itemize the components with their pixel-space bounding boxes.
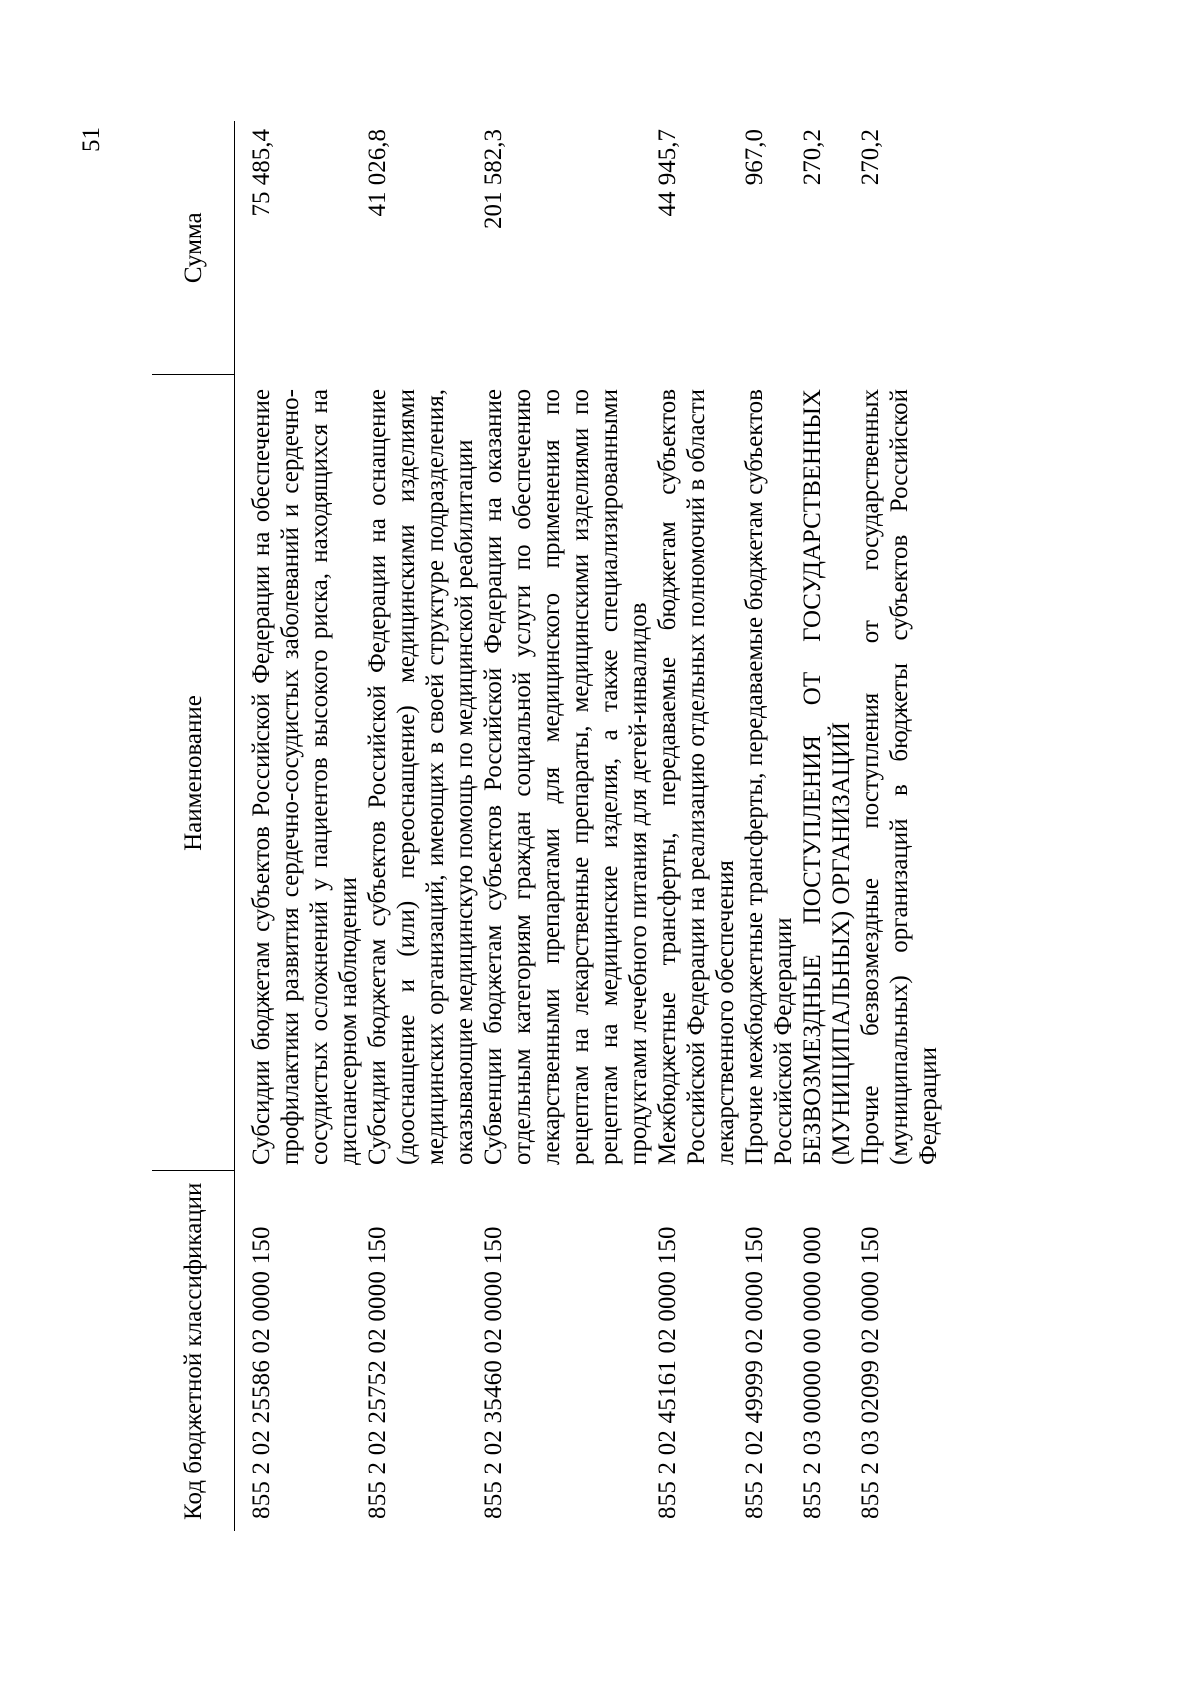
row-sum: 270,2 [799, 129, 826, 186]
row-sum: 44 945,7 [654, 129, 681, 217]
row-sum: 270,2 [857, 129, 884, 186]
row-name: Субсидии бюджетам субъектов Российской Федерации на оснащение (дооснащение и (или) переоснащение) медицинскими изделиями медицинских организаций, имеющих в своей структуре подразделения, оказывающие медицинскую помощь по медицинской реабилитации [364, 389, 478, 1165]
row-code: 855 2 02 25586 02 0000 150 [248, 1226, 275, 1519]
header-sum: Сумма [152, 121, 235, 375]
row-code: 855 2 02 35460 02 0000 150 [480, 1226, 507, 1519]
row-sum: 75 485,4 [248, 129, 275, 217]
table-header-row [152, 121, 235, 1531]
table-row [856, 121, 943, 1531]
page-number: 51 [78, 127, 105, 152]
table-row [740, 121, 798, 1531]
row-name: Субвенции бюджетам субъектов Российской Федерации на оказание отдельным категориям граждан социальной услуги по обеспечению лекарственными препаратами для медицинского применения по рецептам на лекарственные препараты, медицинскими изделиями по рецептам на медицинские изделия, а также специализированными продуктами лечебного питания для детей-инвалидов [480, 389, 652, 1165]
row-sum: 967,0 [741, 129, 768, 186]
row-sum: 201 582,3 [480, 129, 507, 229]
row-name: Прочие межбюджетные трансферты, передаваемые бюджетам субъектов Российской Федерации [741, 389, 797, 1165]
header-name: Наименование [152, 375, 235, 1171]
header-code: Код бюджетной классификации [152, 1171, 235, 1531]
row-name: Прочие безвозмездные поступления от государственных (муниципальных) организаций в бюджеты субъектов Российской Федерации [857, 389, 942, 1165]
row-code: 855 2 03 00000 00 0000 000 [799, 1226, 826, 1519]
row-code: 855 2 02 49999 02 0000 150 [741, 1226, 768, 1519]
row-name: БЕЗВОЗМЕЗДНЫЕ ПОСТУПЛЕНИЯ ОТ ГОСУДАРСТВЕННЫХ (МУНИЦИПАЛЬНЫХ) ОРГАНИЗАЦИЙ [799, 389, 855, 1165]
table-row [235, 121, 364, 1531]
row-code: 855 2 03 02099 02 0000 150 [857, 1226, 884, 1519]
table-row [479, 121, 653, 1531]
table-row [653, 121, 740, 1531]
table-row [363, 121, 479, 1531]
row-code: 855 2 02 45161 02 0000 150 [654, 1226, 681, 1519]
row-sum: 41 026,8 [364, 129, 391, 217]
table-row [798, 121, 856, 1531]
row-name: Субсидии бюджетам субъектов Российской Федерации на обеспечение профилактики развития сердечно-сосудистых заболеваний и сердечно-сосудистых осложнений у пациентов высокого риска, находящихся на диспансерном наблюдении [248, 389, 362, 1165]
row-name: Межбюджетные трансферты, передаваемые бюджетам субъектов Российской Федерации на реализацию отдельных полномочий в области лекарственного обеспечения [654, 389, 739, 1165]
budget-table [152, 121, 943, 1531]
row-code: 855 2 02 25752 02 0000 150 [364, 1226, 391, 1519]
